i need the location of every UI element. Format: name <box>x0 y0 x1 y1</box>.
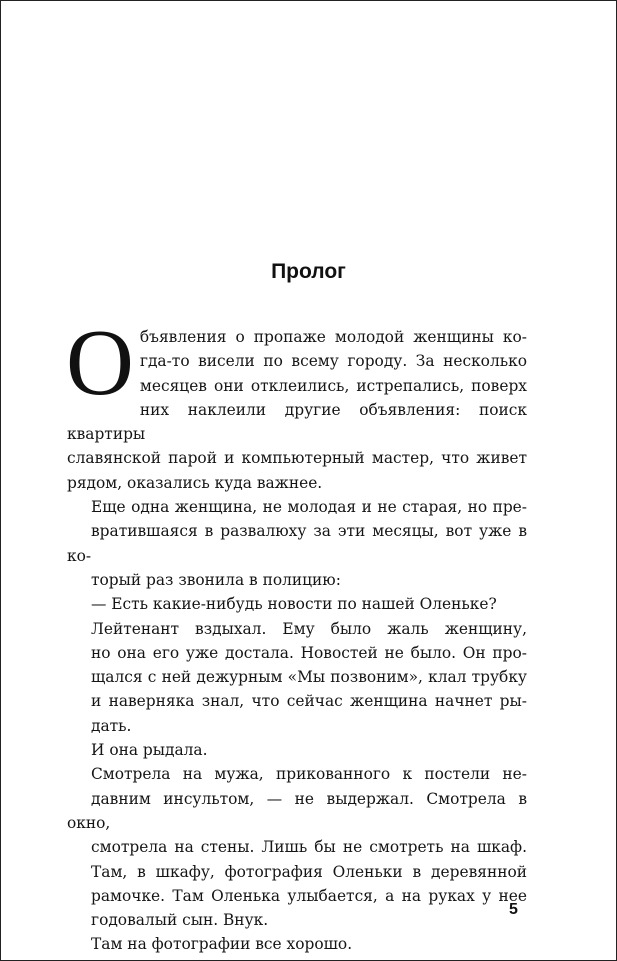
text-line: и наверняка знал, что сейчас женщина начнет ры- <box>91 692 527 711</box>
text-line: — Есть какие-нибудь новости по нашей Оленьке? <box>91 595 497 614</box>
text-line: бъявления о пропаже молодой женщины ко- <box>139 328 527 346</box>
text-line: Там, в шкафу, фотография Оленьки в деревянной <box>91 862 527 881</box>
paragraph-1 <box>66 311 527 495</box>
text-line: но она его уже достала. Новостей не было. Он про- <box>91 643 527 662</box>
page-number: 5 <box>509 901 518 918</box>
text-line: щался с ней дежурным «Мы позвоним», клал трубку <box>91 668 527 687</box>
text-line: Лейтенант вздыхал. Ему было жаль женщину, <box>91 619 527 638</box>
paragraph-7 <box>67 932 527 956</box>
text-line: Еще одна женщина, не молодая и не старая, но пре- <box>91 498 527 517</box>
body-text <box>66 311 527 957</box>
text-line: торый раз звонила в полицию: <box>91 570 341 589</box>
text-line: годовалый сын. Внук. <box>91 911 269 930</box>
chapter-title: Пролог <box>271 260 346 283</box>
paragraph-3 <box>67 592 527 616</box>
text-line: рамочке. Там Оленька улыбается, а на руках у нее <box>91 886 527 905</box>
text-line: месяцев они отклеились, истрепались, поверх <box>139 376 527 395</box>
text-line: рядом, оказались куда важнее. <box>67 473 323 492</box>
drop-cap: О <box>66 311 134 415</box>
text-line: И она рыдала. <box>91 741 208 760</box>
text-line: славянской парой и компьютерный мастер, что живет <box>67 449 527 468</box>
text-line: Там на фотографии все хорошо. <box>91 935 353 954</box>
paragraph-6 <box>67 762 527 932</box>
text-line: гда-то висели по всему городу. За несколько <box>139 352 527 371</box>
text-line: Смотрела на мужа, прикованного к постели не- <box>91 765 527 784</box>
paragraph-2 <box>67 495 527 592</box>
text-line: них наклеили другие объявления: поиск квартиры <box>67 400 527 444</box>
paragraph-5 <box>67 738 527 762</box>
text-line: давним инсультом, — не выдержал. Смотрела в окно, <box>67 789 527 832</box>
paragraph-4 <box>67 617 527 738</box>
text-line: вратившаяся в развалюху за эти месяцы, вот уже в ко- <box>67 522 527 565</box>
text-line: смотрела на стены. Лишь бы не смотреть на шкаф. <box>91 838 527 857</box>
text-line: дать. <box>91 716 132 735</box>
